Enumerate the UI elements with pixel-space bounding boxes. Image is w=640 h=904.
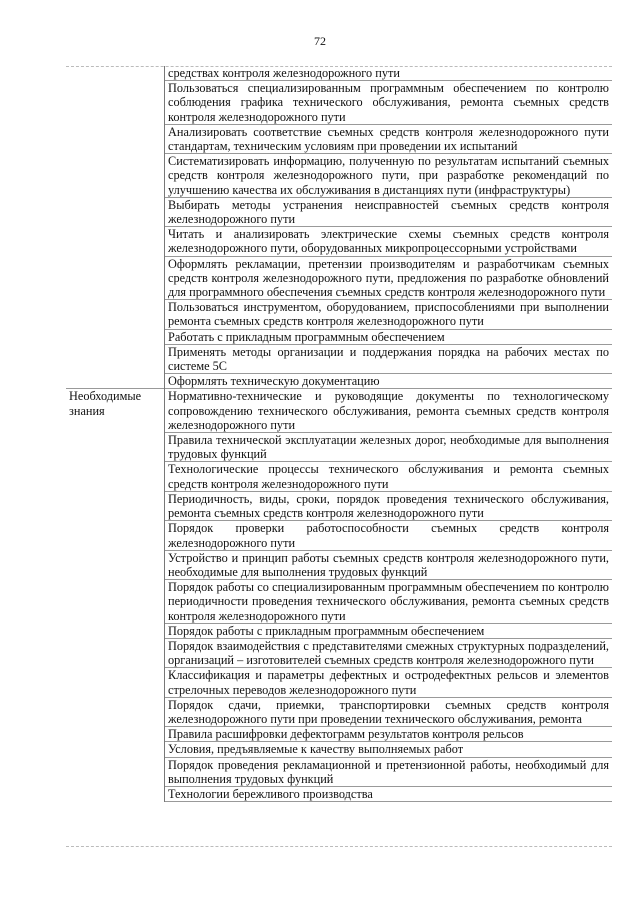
row-text: Порядок проведения рекламационной и претензионной работы, необходимый для выполнения трудовых функций xyxy=(165,757,613,786)
row-label xyxy=(66,374,165,389)
table-row xyxy=(66,668,612,697)
table-row xyxy=(66,124,612,153)
table-row xyxy=(66,550,612,579)
table-row xyxy=(66,433,612,462)
row-label xyxy=(66,256,165,300)
row-label xyxy=(66,623,165,638)
row-text: Систематизировать информацию, полученную по результатам испытаний съемных средств контроля железнодорожного пути, при разработке рекомендаций по улучшению качества их обслуживания в дистанциях пути (инфраструктуры) xyxy=(165,154,613,198)
row-text: Устройство и принцип работы съемных средств контроля железнодорожного пути, необходимые для выполнения трудовых функций xyxy=(165,550,613,579)
table-row xyxy=(66,580,612,624)
table-row xyxy=(66,638,612,667)
table-row xyxy=(66,623,612,638)
table-row xyxy=(66,227,612,256)
row-text: Оформлять рекламации, претензии производителям и разработчикам съемных средств контроля железнодорожного пути, предложения по разработке обновлений для программного обеспечения съемных средств контроля железнодорожного пути xyxy=(165,256,613,300)
row-text: Порядок проверки работоспособности съемных средств контроля железнодорожного пути xyxy=(165,521,613,550)
row-text: Порядок работы со специализированным программным обеспечением по контролю периодичности проведения технического обслуживания, ремонта съемных средств контроля железнодорожного пути xyxy=(165,580,613,624)
row-label xyxy=(66,227,165,256)
table-row xyxy=(66,300,612,329)
row-text: Порядок сдачи, приемки, транспортировки съемных средств контроля железнодорожного пути при проведении технического обслуживания, ремонта xyxy=(165,697,613,726)
table-row xyxy=(66,462,612,491)
row-text: Условия, предъявляемые к качеству выполняемых работ xyxy=(165,742,613,757)
row-label xyxy=(66,300,165,329)
table-row xyxy=(66,786,612,801)
row-text: Выбирать методы устранения неисправностей съемных средств контроля железнодорожного пути xyxy=(165,197,613,226)
table-row xyxy=(66,81,612,125)
table-row xyxy=(66,389,612,433)
row-text: Пользоваться инструментом, оборудованием, приспособлениями при выполнении ремонта съемных средств контроля железнодорожного пути xyxy=(165,300,613,329)
row-text: Оформлять техническую документацию xyxy=(165,374,613,389)
row-label xyxy=(66,491,165,520)
row-label xyxy=(66,550,165,579)
row-text: Классификация и параметры дефектных и остродефектных рельсов и элементов стрелочных переводов железнодорожного пути xyxy=(165,668,613,697)
row-label xyxy=(66,757,165,786)
row-label xyxy=(66,66,165,81)
row-label xyxy=(66,786,165,801)
row-label xyxy=(66,329,165,344)
row-label xyxy=(66,727,165,742)
table-row xyxy=(66,491,612,520)
row-text: Периодичность, виды, сроки, порядок проведения технического обслуживания, ремонта съемных средств контроля железнодорожного пути xyxy=(165,491,613,520)
row-text: Правила расшифровки дефектограмм результатов контроля рельсов xyxy=(165,727,613,742)
row-text: Нормативно-технические и руководящие документы по технологическому сопровождению технического обслуживания, ремонта съемных средств контроля железнодорожного пути xyxy=(165,389,613,433)
row-label xyxy=(66,521,165,550)
row-text: Работать с прикладным программным обеспечением xyxy=(165,329,613,344)
table-row xyxy=(66,742,612,757)
row-text: Читать и анализировать электрические схемы съемных средств контроля железнодорожного пути, оборудованных микропроцессорными устройствами xyxy=(165,227,613,256)
row-label xyxy=(66,124,165,153)
row-label xyxy=(66,81,165,125)
row-text: Анализировать соответствие съемных средств контроля железнодорожного пути стандартам, техническим условиям при проведении их испытаний xyxy=(165,124,613,153)
page-number: 72 xyxy=(314,34,326,48)
table-row xyxy=(66,757,612,786)
table-row xyxy=(66,727,612,742)
row-text: Порядок работы с прикладным программным обеспечением xyxy=(165,623,613,638)
row-label xyxy=(66,344,165,373)
row-label xyxy=(66,462,165,491)
table-row xyxy=(66,197,612,226)
row-label xyxy=(66,697,165,726)
table-row xyxy=(66,256,612,300)
section-label: Необходимые знания xyxy=(66,389,165,433)
row-text: Пользоваться специализированным программным обеспечением по контролю соблюдения графика технического обслуживания, ремонта съемных средств контроля железнодорожного пути xyxy=(165,81,613,125)
table-row xyxy=(66,374,612,389)
row-text: Порядок взаимодействия с представителями смежных структурных подразделений, организаций – изготовителей съемных средств контроля железнодорожного пути xyxy=(165,638,613,667)
row-label xyxy=(66,197,165,226)
row-label xyxy=(66,742,165,757)
row-text: Правила технической эксплуатации железных дорог, необходимые для выполнения трудовых функций xyxy=(165,433,613,462)
requirements-table xyxy=(66,66,612,802)
row-label xyxy=(66,154,165,198)
table-row xyxy=(66,697,612,726)
table-row xyxy=(66,154,612,198)
table-row xyxy=(66,521,612,550)
table-bottom-rule xyxy=(66,846,612,847)
row-text: Технологии бережливого производства xyxy=(165,786,613,801)
row-label xyxy=(66,580,165,624)
row-text: Применять методы организации и поддержания порядка на рабочих местах по системе 5С xyxy=(165,344,613,373)
row-label xyxy=(66,433,165,462)
row-text: средствах контроля железнодорожного пути xyxy=(165,66,613,81)
row-text: Технологические процессы технического обслуживания и ремонта съемных средств контроля железнодорожного пути xyxy=(165,462,613,491)
table-row xyxy=(66,66,612,81)
table-row xyxy=(66,329,612,344)
row-label xyxy=(66,638,165,667)
row-label xyxy=(66,668,165,697)
table-row xyxy=(66,344,612,373)
